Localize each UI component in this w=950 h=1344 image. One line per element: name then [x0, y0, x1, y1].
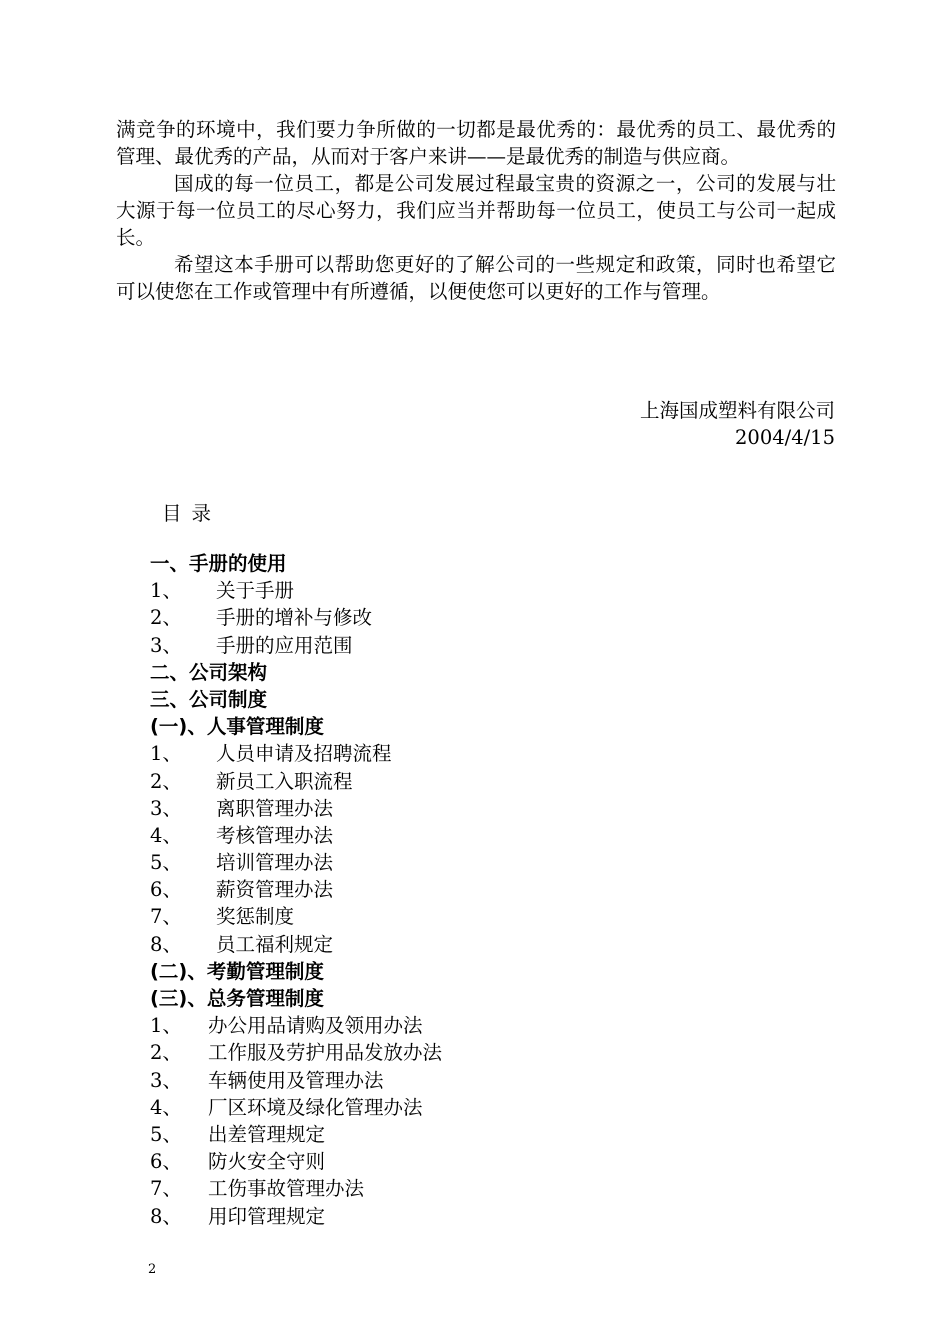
- body-paragraph: 国成的每一位员工，都是公司发展过程最宝贵的资源之一，公司的发展与壮大源于每一位员工的尽心努力，我们应当并帮助每一位员工，使员工与公司一起成长。: [116, 172, 836, 249]
- body-text: [116, 116, 836, 305]
- toc-entry: [150, 849, 750, 876]
- toc-entry: [150, 632, 750, 659]
- toc-number: 2、: [150, 606, 182, 630]
- toc-number: 8、: [150, 932, 182, 956]
- toc-label: 考核管理办法: [216, 823, 334, 847]
- toc-section: [150, 659, 750, 686]
- toc-entry: [150, 577, 750, 604]
- toc-number: 6、: [150, 1150, 182, 1174]
- toc-number: 2、: [150, 1041, 182, 1065]
- toc-number: 8、: [150, 1204, 182, 1228]
- toc-entry: [150, 1121, 750, 1148]
- toc-number: 7、: [150, 905, 182, 929]
- toc-entry: [150, 903, 750, 930]
- toc-entry: [150, 1039, 750, 1066]
- toc-label: 工作服及劳护用品发放办法: [208, 1041, 443, 1065]
- toc-label: 培训管理办法: [216, 851, 334, 875]
- toc-number: 4、: [150, 823, 182, 847]
- toc-label: 办公用品请购及领用办法: [208, 1014, 423, 1038]
- toc-label: 离职管理办法: [216, 796, 334, 820]
- toc-label: 薪资管理办法: [216, 878, 334, 902]
- signature-date: 2004/4/15: [735, 426, 835, 449]
- toc-label: 二、公司架构: [150, 660, 268, 684]
- toc-entry: [150, 740, 750, 767]
- toc-entry: [150, 1094, 750, 1121]
- toc-label: 关于手册: [216, 579, 295, 603]
- toc-label: 车辆使用及管理办法: [208, 1068, 384, 1092]
- toc-number: 6、: [150, 878, 182, 902]
- toc-number: 1、: [150, 579, 182, 603]
- toc-section: [150, 686, 750, 713]
- toc-label: 出差管理规定: [208, 1122, 326, 1146]
- toc-label: 员工福利规定: [216, 932, 334, 956]
- toc-label: 人员申请及招聘流程: [216, 742, 392, 766]
- toc-label: 手册的增补与修改: [216, 606, 373, 630]
- toc-entry: [150, 795, 750, 822]
- toc-label: 工伤事故管理办法: [208, 1177, 365, 1201]
- toc-number: 1、: [150, 1014, 182, 1038]
- toc-section: [150, 985, 750, 1012]
- signature-company: 上海国成塑料有限公司: [639, 399, 835, 422]
- toc-number: 5、: [150, 1122, 182, 1146]
- toc-entry: [150, 822, 750, 849]
- toc-entry: [150, 1175, 750, 1202]
- toc-label: 一、手册的使用: [150, 552, 287, 575]
- signature-block: [640, 397, 835, 451]
- toc-number: 3、: [150, 796, 182, 820]
- toc-number: 3、: [150, 1068, 182, 1092]
- toc-label: 用印管理规定: [208, 1204, 326, 1228]
- table-of-contents: [150, 550, 750, 1230]
- toc-label: 三、公司制度: [150, 687, 268, 711]
- toc-label: (二)、考勤管理制度: [150, 959, 324, 983]
- toc-title: 目录: [162, 502, 222, 525]
- toc-entry: [150, 1067, 750, 1094]
- toc-label: 厂区环境及绿化管理办法: [208, 1095, 423, 1119]
- toc-label: 奖惩制度: [216, 905, 295, 929]
- toc-entry: [150, 1012, 750, 1039]
- toc-label: 防火安全守则: [208, 1150, 326, 1174]
- toc-number: 4、: [150, 1095, 182, 1119]
- body-paragraph: 满竞争的环境中，我们要力争所做的一切都是最优秀的：最优秀的员工、最优秀的管理、最优秀的产品，从而对于客户来讲——是最优秀的制造与供应商。: [116, 118, 836, 168]
- toc-label: 手册的应用范围: [216, 633, 353, 657]
- toc-label: 新员工入职流程: [216, 769, 353, 793]
- toc-number: 2、: [150, 769, 182, 793]
- toc-section: [150, 958, 750, 985]
- toc-section: [150, 713, 750, 740]
- toc-entry: [150, 604, 750, 631]
- toc-entry: [150, 876, 750, 903]
- page-number: 2: [148, 1262, 157, 1277]
- toc-number: 5、: [150, 851, 182, 875]
- toc-entry: [150, 768, 750, 795]
- toc-section: [150, 550, 750, 577]
- toc-entry: [150, 931, 750, 958]
- toc-label: (一)、人事管理制度: [150, 715, 324, 739]
- toc-number: 3、: [150, 633, 182, 657]
- toc-label: (三)、总务管理制度: [150, 987, 324, 1010]
- body-paragraph: 希望这本手册可以帮助您更好的了解公司的一些规定和政策，同时也希望它可以使您在工作或管理中有所遵循，以便使您可以更好的工作与管理。: [116, 253, 836, 303]
- toc-number: 7、: [150, 1177, 182, 1201]
- toc-entry: [150, 1148, 750, 1175]
- toc-number: 1、: [150, 742, 182, 766]
- toc-entry: [150, 1203, 750, 1230]
